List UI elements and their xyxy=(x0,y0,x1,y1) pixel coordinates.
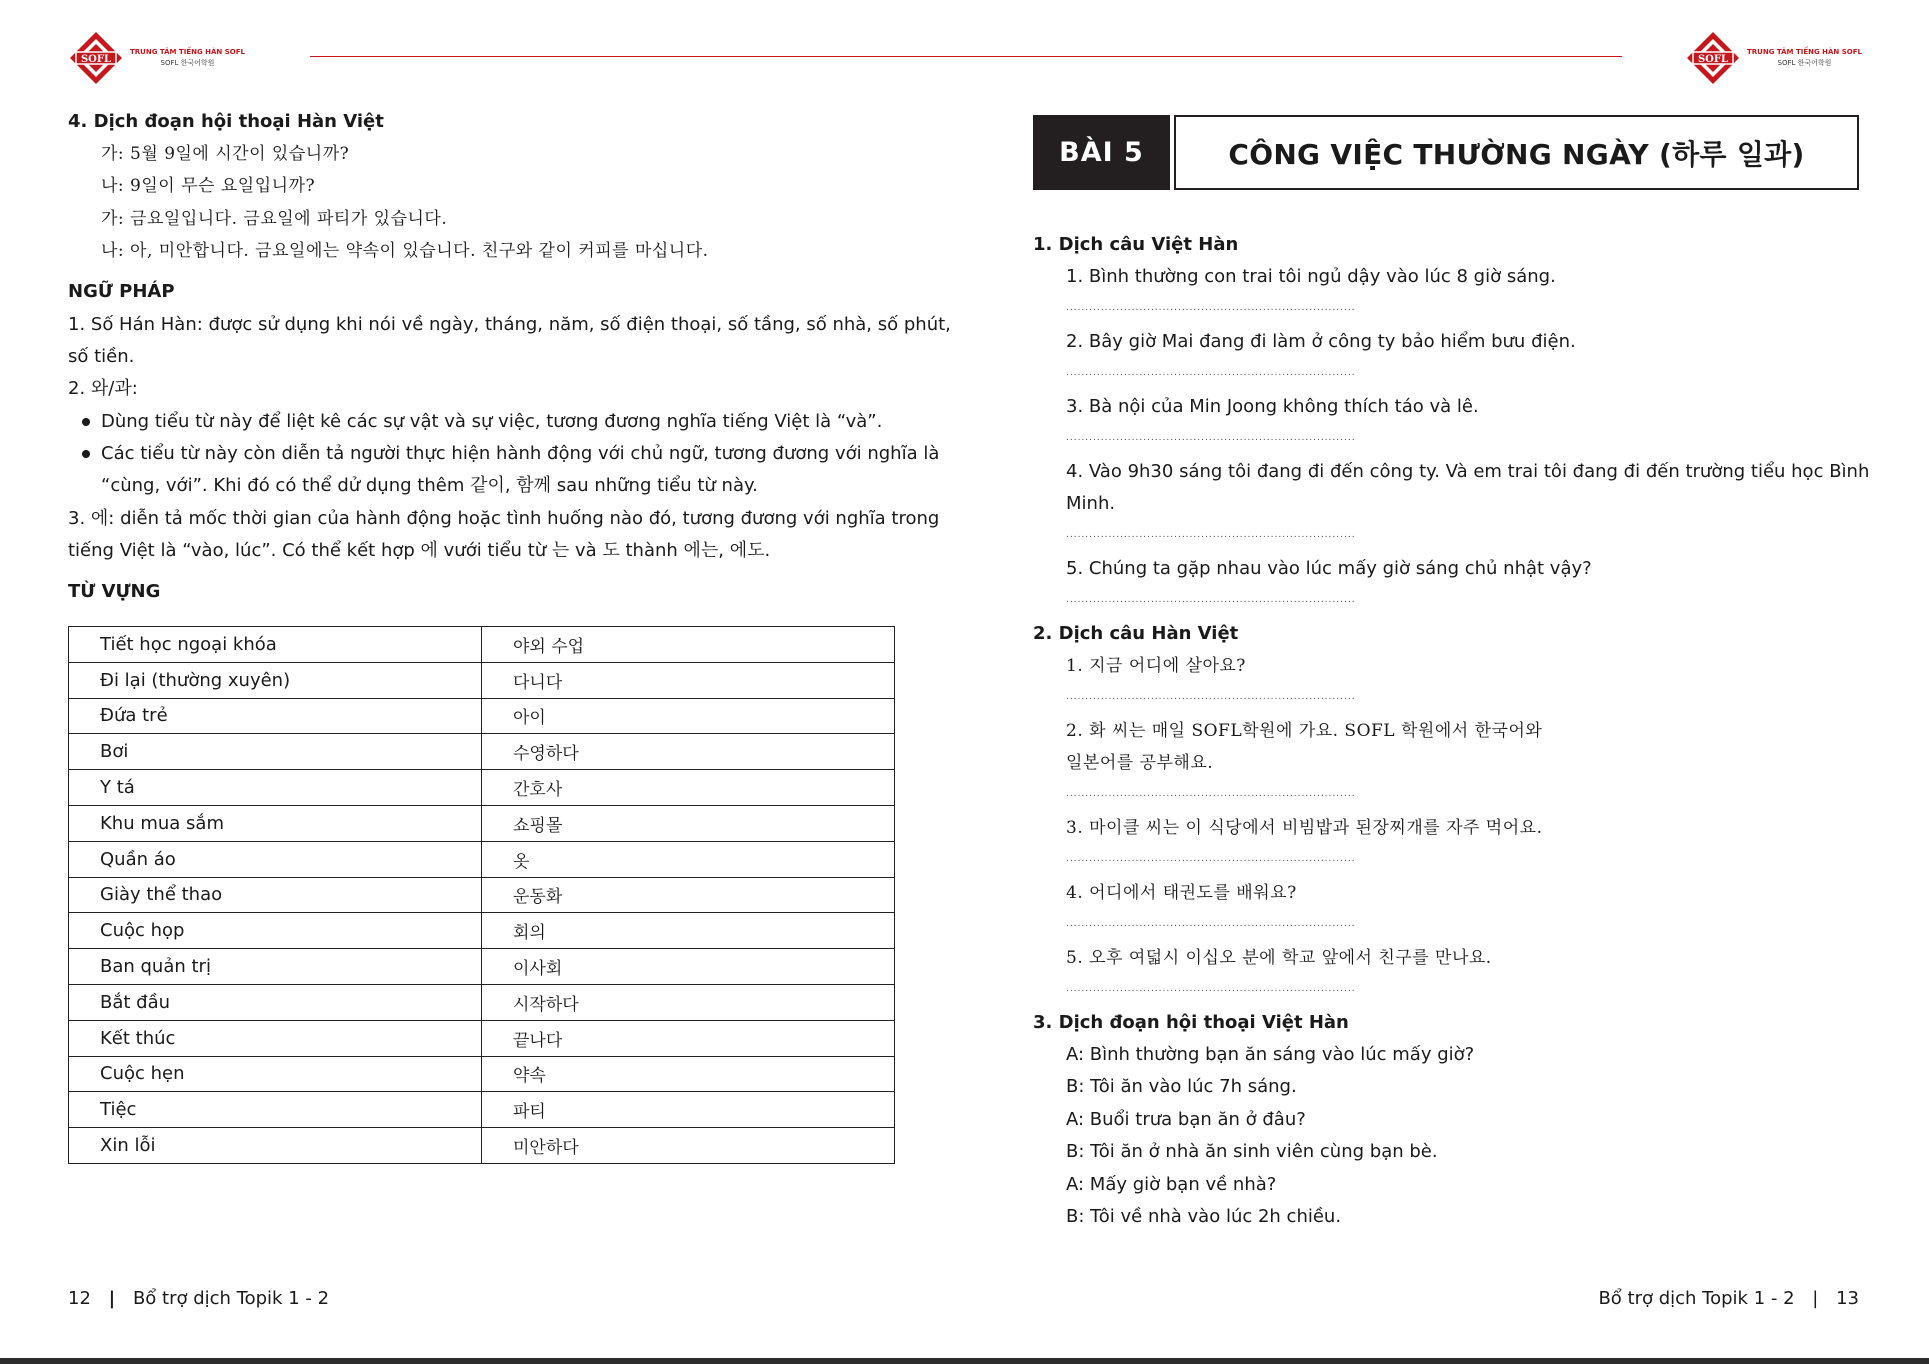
grammar-point: số tiền. xyxy=(68,346,135,367)
vocab-vietnamese: Y tá xyxy=(69,770,482,806)
exercise-item: 1. 지금 어디에 살아요? xyxy=(1066,656,1246,676)
table-row xyxy=(69,1128,895,1164)
table-row xyxy=(69,949,895,985)
vocab-korean: 끝나다 xyxy=(482,1020,895,1056)
dialogue-line: 가: 금요일입니다. 금요일에 파티가 있습니다. xyxy=(101,209,448,229)
s3-title: 3. Dịch đoạn hội thoại Việt Hàn xyxy=(1033,1012,1349,1033)
sofl-logo-left xyxy=(68,28,245,88)
vocab-korean: 옷 xyxy=(482,841,895,877)
table-row xyxy=(69,805,895,841)
table-row xyxy=(69,770,895,806)
exercise-item: 5. Chúng ta gặp nhau vào lúc mấy giờ sáng chủ nhật vậy? xyxy=(1066,558,1592,579)
table-row xyxy=(69,734,895,770)
footer-separator: | xyxy=(108,1288,116,1309)
lesson-banner xyxy=(1033,115,1859,190)
dialogue-line: 나: 9일이 무슨 요일입니까? xyxy=(101,176,316,196)
exercise-item: 3. Bà nội của Min Joong không thích táo và lê. xyxy=(1066,396,1479,417)
vocab-title: TỪ VỰNG xyxy=(68,581,161,602)
exercise-item: 5. 오후 여덟시 이십오 분에 학교 앞에서 친구를 만나요. xyxy=(1066,948,1492,968)
vocab-korean: 미안하다 xyxy=(482,1128,895,1164)
section4-title: 4. Dịch đoạn hội thoại Hàn Việt xyxy=(68,111,384,132)
sofl-logo-icon xyxy=(1685,30,1741,86)
exercise-item: 일본어를 공부해요. xyxy=(1066,753,1214,773)
grammar-title: NGỮ PHÁP xyxy=(68,281,175,302)
table-row xyxy=(69,841,895,877)
grammar-point: 3. 에: diễn tả mốc thời gian của hành động hoặc tình huống nào đó, tương đương với nghĩa trong xyxy=(68,508,940,529)
vocab-korean: 운동화 xyxy=(482,877,895,913)
exercise-item: 3. 마이클 씨는 이 식당에서 비빔밥과 된장찌개를 자주 먹어요. xyxy=(1066,818,1543,838)
footer-left xyxy=(68,1288,329,1309)
vocab-table xyxy=(68,626,895,1164)
page-number: 12 xyxy=(68,1288,91,1309)
grammar-bullet: Dùng tiểu từ này để liệt kê các sự vật và sự việc, tương đương nghĩa tiếng Việt là “và”. xyxy=(101,411,883,432)
exercise-item: 1. Bình thường con trai tôi ngủ dậy vào lúc 8 giờ sáng. xyxy=(1066,266,1556,287)
logo-name: TRUNG TÂM TIẾNG HÀN SOFL xyxy=(130,48,245,56)
vocab-korean: 다니다 xyxy=(482,662,895,698)
sofl-logo-icon xyxy=(68,30,124,86)
table-row xyxy=(69,1092,895,1128)
vocab-vietnamese: Kết thúc xyxy=(69,1020,482,1056)
table-row xyxy=(69,627,895,663)
table-row xyxy=(69,698,895,734)
vocab-vietnamese: Ban quản trị xyxy=(69,949,482,985)
vocab-korean: 야외 수업 xyxy=(482,627,895,663)
vocab-vietnamese: Xin lỗi xyxy=(69,1128,482,1164)
header-rule xyxy=(310,56,1622,57)
dialogue-line: B: Tôi ăn ở nhà ăn sinh viên cùng bạn bè. xyxy=(1066,1141,1438,1162)
vocab-korean: 파티 xyxy=(482,1092,895,1128)
vocab-vietnamese: Bơi xyxy=(69,734,482,770)
page-number: 13 xyxy=(1836,1288,1859,1309)
vocab-vietnamese: Cuộc hẹn xyxy=(69,1056,482,1092)
dialogue-line: B: Tôi ăn vào lúc 7h sáng. xyxy=(1066,1076,1297,1097)
vocab-vietnamese: Bắt đầu xyxy=(69,984,482,1020)
grammar-bullet: Các tiểu từ này còn diễn tả người thực hiện hành động với chủ ngữ, tương đương với nghĩa là xyxy=(101,443,940,464)
vocab-korean: 이사회 xyxy=(482,949,895,985)
vocab-vietnamese: Tiệc xyxy=(69,1092,482,1128)
bullet-icon xyxy=(82,418,90,426)
answer-line: ........................................................................... xyxy=(1066,854,1356,864)
logo-mark-text: SOFL xyxy=(1697,54,1729,65)
grammar-point: tiếng Việt là “vào, lúc”. Có thể kết hợp 에 vưới tiểu từ 는 và 도 thành 에는, 에도. xyxy=(68,540,771,561)
dialogue-line: B: Tôi về nhà vào lúc 2h chiều. xyxy=(1066,1206,1342,1227)
vocab-korean: 시작하다 xyxy=(482,984,895,1020)
vocab-korean: 약속 xyxy=(482,1056,895,1092)
table-row xyxy=(69,913,895,949)
logo-sub: SOFL 한국어학원 xyxy=(1777,59,1832,67)
dialogue-line: A: Bình thường bạn ăn sáng vào lúc mấy giờ? xyxy=(1066,1044,1475,1065)
footer-book-title: Bổ trợ dịch Topik 1 - 2 xyxy=(1598,1288,1795,1309)
exercise-item: 4. Vào 9h30 sáng tôi đang đi đến công ty. Và em trai tôi đang đi đến trường tiểu học Bình xyxy=(1066,461,1870,482)
answer-line: ........................................................................... xyxy=(1066,530,1356,540)
vocab-korean: 아이 xyxy=(482,698,895,734)
grammar-point: 1. Số Hán Hàn: được sử dụng khi nói về ngày, tháng, năm, số điện thoại, số tầng, số nhà, số phút, xyxy=(68,314,951,335)
vocab-vietnamese: Tiết học ngoại khóa xyxy=(69,627,482,663)
answer-line: ........................................................................... xyxy=(1066,984,1356,994)
vocab-korean: 쇼핑몰 xyxy=(482,805,895,841)
dialogue-line: A: Buổi trưa bạn ăn ở đâu? xyxy=(1066,1109,1306,1130)
grammar-bullet: “cùng, với”. Khi đó có thể dử dụng thêm 같이, 함께 sau những tiểu từ này. xyxy=(101,475,758,496)
table-row xyxy=(69,984,895,1020)
answer-line: ........................................................................... xyxy=(1066,789,1356,799)
logo-mark-text: SOFL xyxy=(80,54,112,65)
vocab-vietnamese: Đi lại (thường xuyên) xyxy=(69,662,482,698)
vocab-vietnamese: Đứa trẻ xyxy=(69,698,482,734)
vocab-vietnamese: Khu mua sắm xyxy=(69,805,482,841)
logo-sub: SOFL 한국어학원 xyxy=(160,59,215,67)
table-row xyxy=(69,1056,895,1092)
dialogue-line: A: Mấy giờ bạn về nhà? xyxy=(1066,1174,1277,1195)
vocab-korean: 수영하다 xyxy=(482,734,895,770)
lesson-number: BÀI 5 xyxy=(1033,115,1170,190)
footer-book-title: Bổ trợ dịch Topik 1 - 2 xyxy=(132,1288,330,1309)
bullet-icon xyxy=(82,450,90,458)
answer-line: ........................................................................... xyxy=(1066,303,1356,313)
dialogue-line: 나: 아, 미안합니다. 금요일에는 약속이 있습니다. 친구와 같이 커피를 마십니다. xyxy=(101,241,709,261)
answer-line: ........................................................................... xyxy=(1066,595,1356,605)
vocab-vietnamese: Cuộc họp xyxy=(69,913,482,949)
s2-title: 2. Dịch câu Hàn Việt xyxy=(1033,623,1239,644)
table-row xyxy=(69,662,895,698)
vocab-vietnamese: Giày thể thao xyxy=(69,877,482,913)
grammar-point: 2. 와/과: xyxy=(68,378,138,399)
answer-line: ........................................................................... xyxy=(1066,692,1356,702)
dialogue-line: 가: 5월 9일에 시간이 있습니까? xyxy=(101,144,350,164)
bottom-bar xyxy=(0,1358,1929,1364)
exercise-item: 2. Bây giờ Mai đang đi làm ở công ty bảo hiểm bưu điện. xyxy=(1066,331,1576,352)
exercise-item: Minh. xyxy=(1066,493,1116,514)
answer-line: ........................................................................... xyxy=(1066,919,1356,929)
footer-right xyxy=(1598,1288,1859,1309)
answer-line: ........................................................................... xyxy=(1066,368,1356,378)
vocab-korean: 간호사 xyxy=(482,770,895,806)
table-row xyxy=(69,1020,895,1056)
footer-separator: | xyxy=(1812,1288,1819,1309)
s1-title: 1. Dịch câu Việt Hàn xyxy=(1033,234,1239,255)
lesson-title: CÔNG VIỆC THƯỜNG NGÀY (하루 일과) xyxy=(1174,115,1859,190)
sofl-logo-right xyxy=(1685,28,1862,88)
vocab-korean: 회의 xyxy=(482,913,895,949)
logo-name: TRUNG TÂM TIẾNG HÀN SOFL xyxy=(1747,48,1862,56)
exercise-item: 2. 화 씨는 매일 SOFL학원에 가요. SOFL 학원에서 한국어와 xyxy=(1066,721,1543,741)
exercise-item: 4. 어디에서 태권도를 배워요? xyxy=(1066,883,1297,903)
vocab-vietnamese: Quần áo xyxy=(69,841,482,877)
table-row xyxy=(69,877,895,913)
answer-line: ........................................................................... xyxy=(1066,433,1356,443)
